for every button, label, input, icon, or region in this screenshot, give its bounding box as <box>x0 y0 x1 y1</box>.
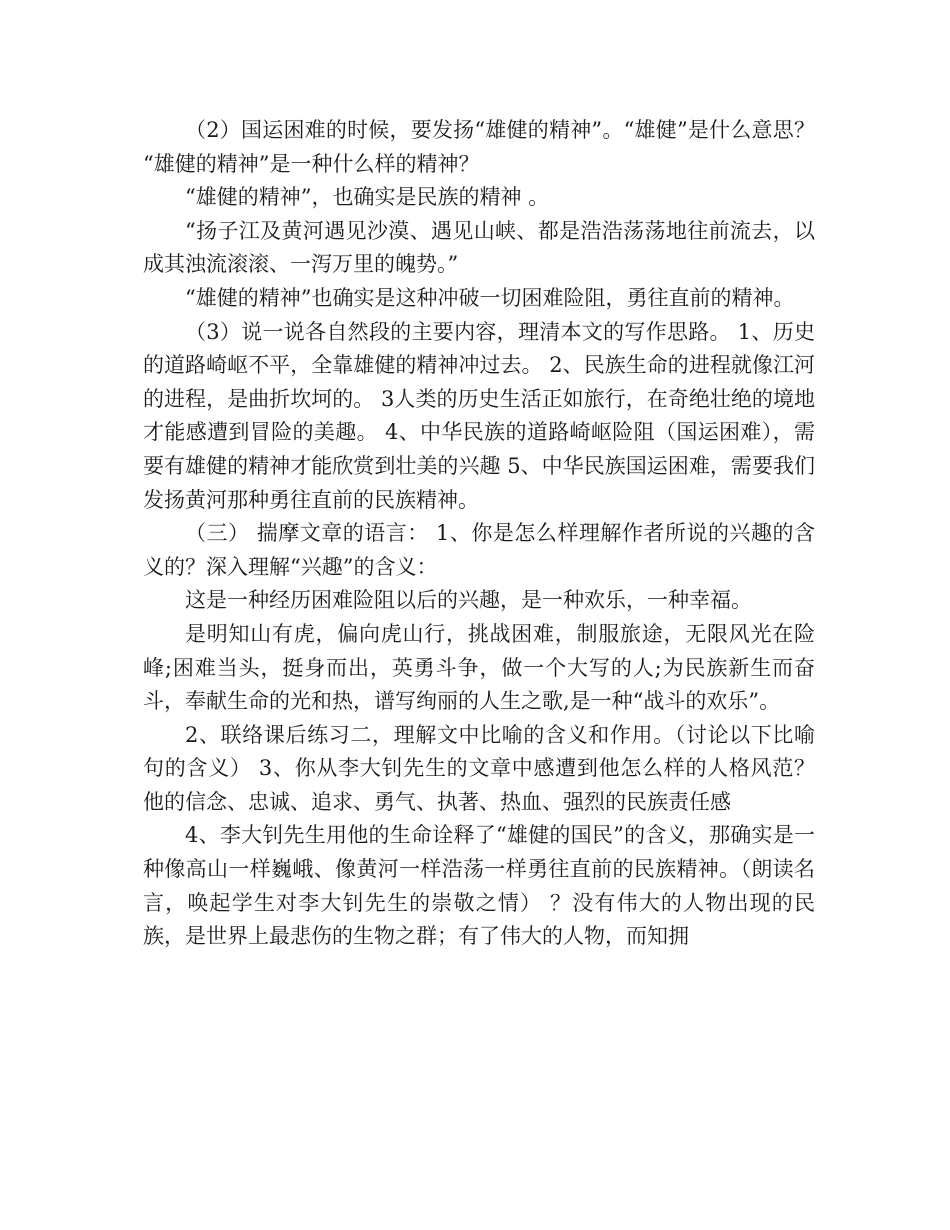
paragraph-question-4: 4、李大钊先生用他的生命诠释了“雄健的国民”的含义，那确实是一种像高山一样巍峨、像黄河一样浩荡一样勇往直前的民族精神。（朗读名言，唤起学生对李大钊先生的崇敬之情） ？没有伟大的人物出现的民族，是世界上最悲伤的生物之群；有了伟大的人物，而知拥 <box>143 823 815 949</box>
paragraph-battle-joy: 是明知山有虎，偏向虎山行，挑战困难，制服旅途，无限风光在险峰;困难当头，挺身而出，英勇斗争，做一个大写的人;为民族新生而奋斗，奉献生命的光和热，谱写绚丽的人生之歌,是一种“战斗的欢乐”。 <box>143 621 815 714</box>
document-body <box>143 114 815 954</box>
paragraph-question-3: （3）说一说各自然段的主要内容，理清本文的写作思路。 1、历史的道路崎岖不平，全靠雄健的精神冲过去。 2、民族生命的进程就像江河的进程，是曲折坎坷的。 3人类的历史生活正如旅行，在奇绝壮绝的境地才能感遭到冒险的美趣。 4、中华民族的道路崎岖险阻（国运困难），需要有雄健的精神才能欣赏到壮美的兴趣 5、中华民族国运困难，需要我们发扬黄河那种勇往直前的民族精神。 <box>143 319 815 512</box>
paragraph-exercise-2: 2、联络课后练习二，理解文中比喻的含义和作用。（讨论以下比喻句的含义） 3、你从李大钊先生的文章中感遭到他怎么样的人格风范？ 他的信念、忠诚、追求、勇气、执著、热血、强烈的民族责任感 <box>143 722 815 814</box>
paragraph-interest-meaning: 这是一种经历困难险阻以后的兴趣，是一种欢乐，一种幸福。 <box>185 588 752 613</box>
paragraph-river-quote: “扬子江及黄河遇见沙漠、遇见山峡、都是浩浩荡荡地往前流去，以成其浊流滚滚、一泻万里的魄势。” <box>143 218 815 277</box>
paragraph-spirit-meaning: “雄健的精神”也确实是这种冲破一切困难险阻，勇往直前的精神。 <box>185 285 795 310</box>
paragraph-national-spirit: “雄健的精神”，也确实是民族的精神 。 <box>185 185 550 210</box>
paragraph-section-3-heading: （三） 揣摩文章的语言： 1、你是怎么样理解作者所说的兴趣的含义的？深入理解“兴趣”的含义： <box>143 521 815 579</box>
paragraph-question-2: （2）国运困难的时候，要发扬“雄健的精神”。“雄健”是什么意思？ “雄健的精神”是一种什么样的精神？ <box>143 118 815 176</box>
